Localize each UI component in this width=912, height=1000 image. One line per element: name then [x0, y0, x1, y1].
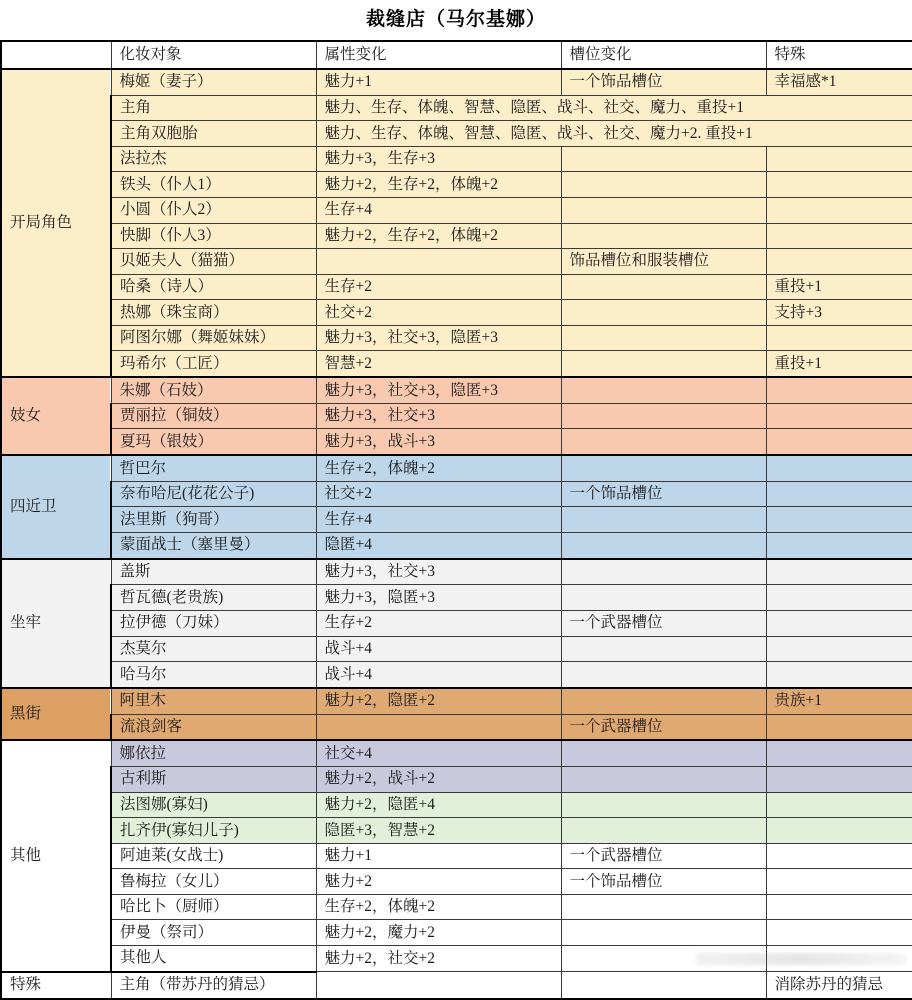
- attr-change-cell: 魅力+2: [316, 869, 561, 895]
- character-name-cell: 哈马尔: [111, 662, 316, 688]
- slot-change-cell: [561, 197, 766, 223]
- table-row: [1, 377, 912, 403]
- slot-change-cell: [561, 818, 766, 844]
- table-row: [1, 403, 912, 429]
- attr-change-cell: 魅力+3，战斗+3: [316, 429, 561, 455]
- attr-change-cell: 社交+2: [316, 300, 561, 326]
- character-name-cell: 贝姬夫人（猫猫）: [111, 249, 316, 275]
- attr-change-cell: [316, 972, 561, 999]
- attr-change-cell: 魅力+3，社交+3，隐匿+3: [316, 377, 561, 403]
- table-row: [1, 121, 912, 147]
- table-row: [1, 249, 912, 275]
- attr-change-cell: 生存+2: [316, 611, 561, 637]
- slot-change-cell: [561, 636, 766, 662]
- slot-change-cell: [561, 325, 766, 351]
- character-name-cell: 朱娜（石妓）: [111, 377, 316, 403]
- special-cell: [766, 585, 912, 611]
- slot-change-cell: [561, 507, 766, 533]
- character-name-cell: 其他人: [111, 946, 316, 972]
- character-name-cell: 贾丽拉（铜妓）: [111, 403, 316, 429]
- attr-change-cell: 魅力+2，生存+2，体魄+2: [316, 172, 561, 198]
- character-name-cell: 伊曼（祭司）: [111, 920, 316, 946]
- special-cell: [766, 869, 912, 895]
- slot-change-cell: [561, 403, 766, 429]
- character-name-cell: 铁头（仆人1）: [111, 172, 316, 198]
- character-name-cell: 主角（带苏丹的猜忌）: [111, 972, 316, 999]
- special-cell: [766, 843, 912, 869]
- table-row: [1, 172, 912, 198]
- group-label-cell: 坐牢: [1, 559, 111, 688]
- table-row: [1, 197, 912, 223]
- slot-change-cell: [561, 429, 766, 455]
- attr-change-cell: 战斗+4: [316, 636, 561, 662]
- attr-change-cell: 魅力+3，社交+3: [316, 403, 561, 429]
- table-row: [1, 351, 912, 377]
- table-row: [1, 274, 912, 300]
- character-name-cell: 法里斯（狗哥）: [111, 507, 316, 533]
- special-cell: [766, 894, 912, 920]
- character-name-cell: 娜依拉: [111, 740, 316, 766]
- character-name-cell: 哈比卜（厨师）: [111, 894, 316, 920]
- attr-change-cell: [316, 714, 561, 740]
- table-row: [1, 95, 912, 121]
- attr-change-cell: 生存+2: [316, 274, 561, 300]
- group-label-cell: 开局角色: [1, 69, 111, 377]
- character-name-cell: 盖斯: [111, 559, 316, 585]
- character-name-cell: 哲瓦德(老贵族): [111, 585, 316, 611]
- table-row: [1, 920, 912, 946]
- table-row: [1, 818, 912, 844]
- character-name-cell: 法图娜(寡妇): [111, 792, 316, 818]
- character-name-cell: 扎齐伊(寡妇儿子): [111, 818, 316, 844]
- table-header: [1, 41, 912, 69]
- attr-change-cell: 生存+4: [316, 507, 561, 533]
- attr-change-cell: 生存+4: [316, 197, 561, 223]
- attr-change-cell: 魅力+2，社交+2: [316, 946, 561, 972]
- table-row: [1, 869, 912, 895]
- character-name-cell: 主角: [111, 95, 316, 121]
- attr-change-cell: 魅力+1: [316, 69, 561, 95]
- slot-change-cell: 一个武器槽位: [561, 843, 766, 869]
- slot-change-cell: 饰品槽位和服装槽位: [561, 249, 766, 275]
- special-cell: [766, 249, 912, 275]
- special-cell: [766, 559, 912, 585]
- slot-change-cell: [561, 920, 766, 946]
- table-row: [1, 740, 912, 766]
- table-row: [1, 946, 912, 972]
- attr-change-cell: 魅力+2，生存+2，体魄+2: [316, 223, 561, 249]
- makeup-table: [0, 40, 912, 1000]
- table-row: [1, 69, 912, 95]
- special-cell: [766, 714, 912, 740]
- slot-change-cell: [561, 662, 766, 688]
- attr-change-cell: 魅力+2，隐匿+2: [316, 688, 561, 714]
- table-row: [1, 843, 912, 869]
- special-cell: [766, 507, 912, 533]
- character-name-cell: 古利斯: [111, 767, 316, 793]
- special-cell: 重投+1: [766, 351, 912, 377]
- slot-change-cell: [561, 740, 766, 766]
- special-cell: [766, 429, 912, 455]
- character-name-cell: 拉伊德（刀妹）: [111, 611, 316, 637]
- attr-change-cell: 战斗+4: [316, 662, 561, 688]
- table-row: [1, 481, 912, 507]
- attr-change-cell: 魅力、生存、体魄、智慧、隐匿、战斗、社交、魔力、重投+1: [316, 95, 912, 121]
- slot-change-cell: [561, 894, 766, 920]
- group-label-cell: 其他: [1, 740, 111, 971]
- character-name-cell: 蒙面战士（塞里曼）: [111, 532, 316, 558]
- attr-change-cell: 魅力+3，生存+3: [316, 146, 561, 172]
- attr-change-cell: 魅力+2，隐匿+4: [316, 792, 561, 818]
- attr-change-cell: [316, 249, 561, 275]
- special-cell: [766, 172, 912, 198]
- special-cell: [766, 792, 912, 818]
- attr-change-cell: 魅力+3，社交+3: [316, 559, 561, 585]
- attr-change-cell: 生存+2，体魄+2: [316, 894, 561, 920]
- special-cell: 贵族+1: [766, 688, 912, 714]
- character-name-cell: 夏玛（银妓）: [111, 429, 316, 455]
- slot-change-cell: [561, 274, 766, 300]
- attr-change-cell: 社交+4: [316, 740, 561, 766]
- table-row: [1, 559, 912, 585]
- special-cell: [766, 146, 912, 172]
- slot-change-cell: [561, 792, 766, 818]
- table-row: [1, 894, 912, 920]
- character-name-cell: 快脚（仆人3）: [111, 223, 316, 249]
- slot-change-cell: [561, 223, 766, 249]
- slot-change-cell: [561, 455, 766, 481]
- slot-change-cell: [561, 532, 766, 558]
- special-cell: [766, 455, 912, 481]
- special-cell: [766, 377, 912, 403]
- special-cell: 重投+1: [766, 274, 912, 300]
- attr-change-cell: 魅力+3，社交+3，隐匿+3: [316, 325, 561, 351]
- table-row: [1, 429, 912, 455]
- table-row: [1, 532, 912, 558]
- special-cell: 消除苏丹的猜忌: [766, 972, 912, 999]
- slot-change-cell: 一个武器槽位: [561, 714, 766, 740]
- character-name-cell: 哈桑（诗人）: [111, 274, 316, 300]
- slot-change-cell: [561, 377, 766, 403]
- slot-change-cell: [561, 946, 766, 972]
- special-cell: [766, 740, 912, 766]
- character-name-cell: 主角双胞胎: [111, 121, 316, 147]
- attr-change-cell: 隐匿+3，智慧+2: [316, 818, 561, 844]
- header-row: [1, 41, 912, 69]
- table-row: [1, 455, 912, 481]
- character-name-cell: 鲁梅拉（女儿）: [111, 869, 316, 895]
- special-cell: [766, 662, 912, 688]
- attr-change-cell: 生存+2，体魄+2: [316, 455, 561, 481]
- table-row: [1, 767, 912, 793]
- slot-change-cell: [561, 559, 766, 585]
- character-name-cell: 阿图尔娜（舞姬妹妹）: [111, 325, 316, 351]
- character-name-cell: 小圆（仆人2）: [111, 197, 316, 223]
- column-header-slot: 槽位变化: [561, 41, 766, 69]
- slot-change-cell: [561, 688, 766, 714]
- special-cell: [766, 636, 912, 662]
- slot-change-cell: [561, 767, 766, 793]
- attr-change-cell: 隐匿+4: [316, 532, 561, 558]
- slot-change-cell: 一个饰品槽位: [561, 69, 766, 95]
- table-row: [1, 585, 912, 611]
- character-name-cell: 哲巴尔: [111, 455, 316, 481]
- table-row: [1, 792, 912, 818]
- attr-change-cell: 社交+2: [316, 481, 561, 507]
- slot-change-cell: 一个武器槽位: [561, 611, 766, 637]
- table-row: [1, 972, 912, 999]
- column-header-target: 化妆对象: [111, 41, 316, 69]
- special-cell: [766, 532, 912, 558]
- table-row: [1, 507, 912, 533]
- character-name-cell: 梅姬（妻子）: [111, 69, 316, 95]
- special-cell: [766, 481, 912, 507]
- attr-change-cell: 魅力、生存、体魄、智慧、隐匿、战斗、社交、魔力+2. 重投+1: [316, 121, 912, 147]
- special-cell: [766, 403, 912, 429]
- special-cell: [766, 818, 912, 844]
- table-row: [1, 325, 912, 351]
- character-name-cell: 阿迪莱(女战士): [111, 843, 316, 869]
- table-row: [1, 611, 912, 637]
- column-header-special: 特殊: [766, 41, 912, 69]
- attr-change-cell: 魅力+1: [316, 843, 561, 869]
- attr-change-cell: 魅力+2，战斗+2: [316, 767, 561, 793]
- character-name-cell: 阿里木: [111, 688, 316, 714]
- character-name-cell: 法拉杰: [111, 146, 316, 172]
- group-label-cell: 黑街: [1, 688, 111, 740]
- column-header-attr: 属性变化: [316, 41, 561, 69]
- attr-change-cell: 智慧+2: [316, 351, 561, 377]
- group-label-cell: 四近卫: [1, 455, 111, 559]
- special-cell: [766, 197, 912, 223]
- table-row: [1, 300, 912, 326]
- character-name-cell: 流浪剑客: [111, 714, 316, 740]
- character-name-cell: 奈布哈尼(花花公子): [111, 481, 316, 507]
- slot-change-cell: [561, 585, 766, 611]
- slot-change-cell: 一个饰品槽位: [561, 869, 766, 895]
- slot-change-cell: [561, 300, 766, 326]
- slot-change-cell: [561, 351, 766, 377]
- character-name-cell: 热娜（珠宝商）: [111, 300, 316, 326]
- special-cell: [766, 946, 912, 972]
- attr-change-cell: 魅力+2，魔力+2: [316, 920, 561, 946]
- slot-change-cell: [561, 972, 766, 999]
- table-row: [1, 146, 912, 172]
- group-label-cell: 妓女: [1, 377, 111, 455]
- table-row: [1, 688, 912, 714]
- character-name-cell: 杰莫尔: [111, 636, 316, 662]
- special-cell: [766, 920, 912, 946]
- table-row: [1, 636, 912, 662]
- slot-change-cell: [561, 146, 766, 172]
- special-cell: 幸福感*1: [766, 69, 912, 95]
- corner-cell: [1, 41, 111, 69]
- table-row: [1, 714, 912, 740]
- character-name-cell: 玛希尔（工匠）: [111, 351, 316, 377]
- special-cell: 支持+3: [766, 300, 912, 326]
- table-body: [1, 69, 912, 999]
- slot-change-cell: [561, 172, 766, 198]
- page-title: 裁缝店（马尔基娜）: [365, 9, 546, 30]
- special-cell: [766, 767, 912, 793]
- attr-change-cell: 魅力+3，隐匿+3: [316, 585, 561, 611]
- table-row: [1, 223, 912, 249]
- special-cell: [766, 611, 912, 637]
- group-label-cell: 特殊: [1, 972, 111, 999]
- table-row: [1, 662, 912, 688]
- special-cell: [766, 325, 912, 351]
- special-cell: [766, 223, 912, 249]
- slot-change-cell: 一个饰品槽位: [561, 481, 766, 507]
